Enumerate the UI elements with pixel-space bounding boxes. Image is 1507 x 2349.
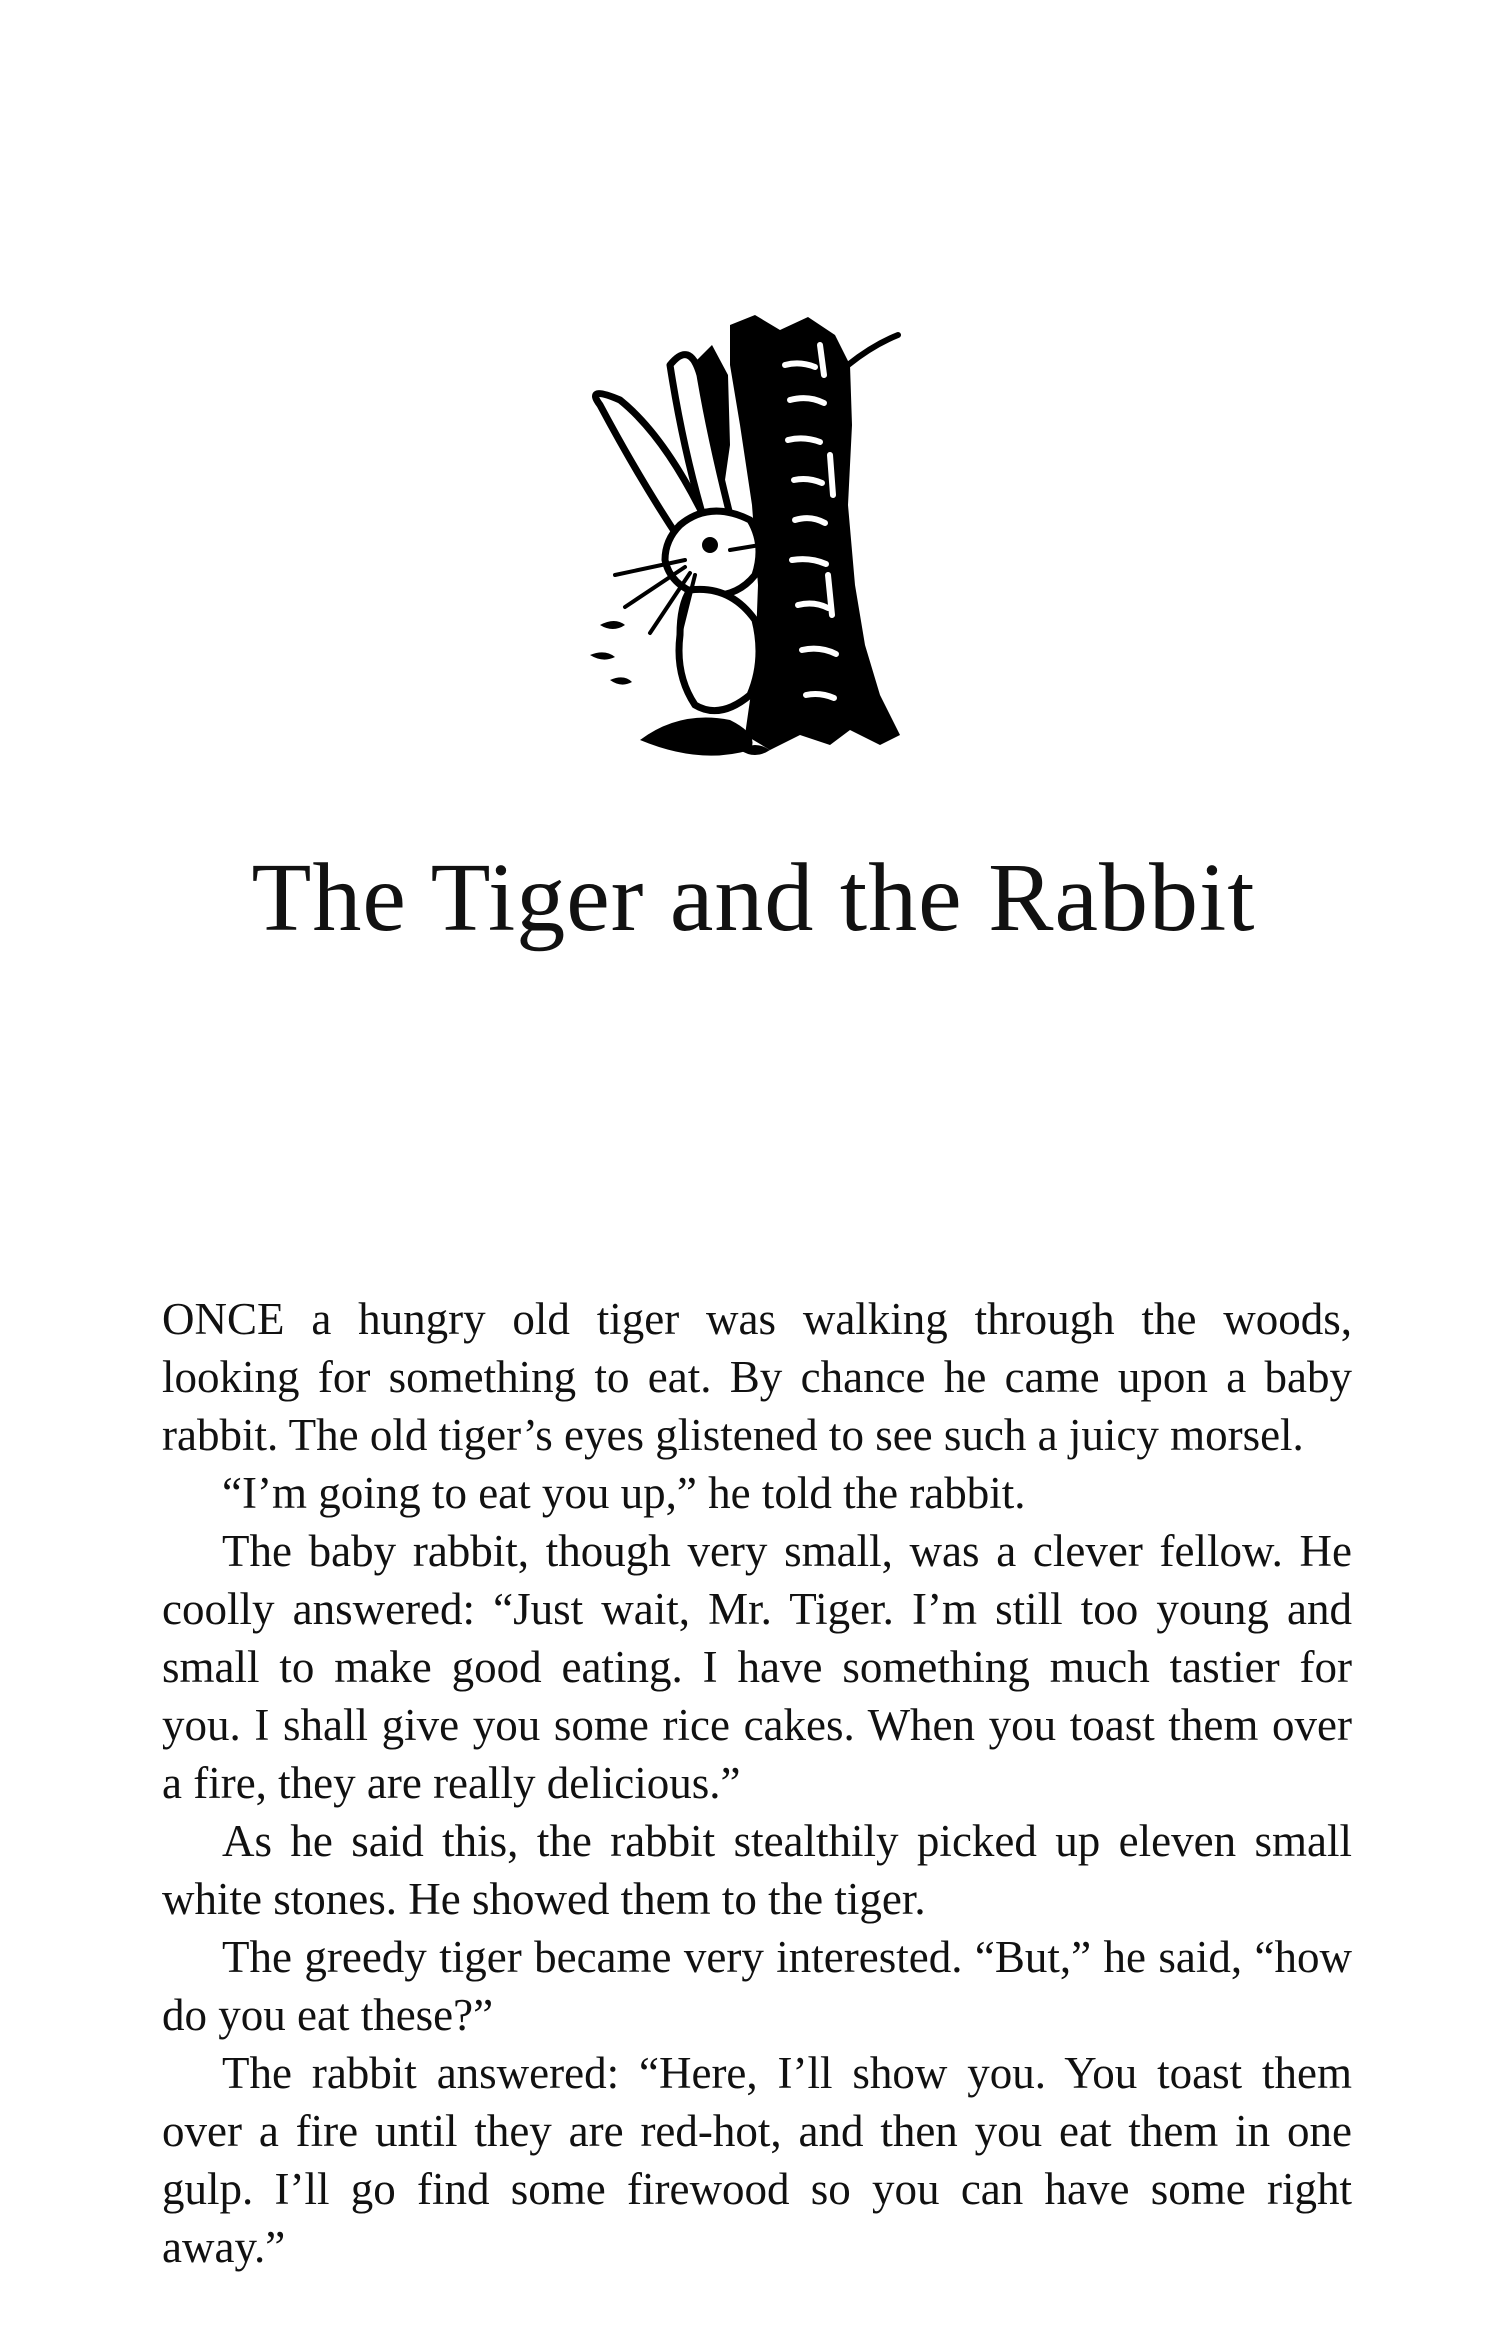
paragraph: ONCE a hungry old tiger was walking through the woods, looking for something to eat. By chance he came upon a baby rabbit. The old tiger’s eyes glistened to see such a juicy morsel. <box>162 1294 1352 1460</box>
paragraph: The baby rabbit, though very small, was a clever fellow. He coolly answered: “Just wait, Mr. Tiger. I’m still too young and small to make good eating. I have something much tastier for you. I shall give you some rice cakes. When you toast them over a fire, they are really delicious.” <box>162 1526 1352 1808</box>
paragraph: “I’m going to eat you up,” he told the rabbit. <box>222 1468 1026 1518</box>
rabbit-tree-illustration <box>580 305 940 765</box>
story-text <box>162 1290 1352 2276</box>
paragraph: As he said this, the rabbit stealthily picked up eleven small white stones. He showed them to the tiger. <box>162 1816 1352 1924</box>
rabbit <box>596 355 760 711</box>
twig <box>848 335 898 365</box>
paragraph: The greedy tiger became very interested. “But,” he said, “how do you eat these?” <box>162 1932 1352 2040</box>
paragraph: The rabbit answered: “Here, I’ll show you. You toast them over a fire until they are red-hot, and then you eat them in one gulp. I’ll go find some firewood so you can have some right away.” <box>162 2048 1352 2272</box>
chapter-title: The Tiger and the Rabbit <box>251 844 1256 952</box>
